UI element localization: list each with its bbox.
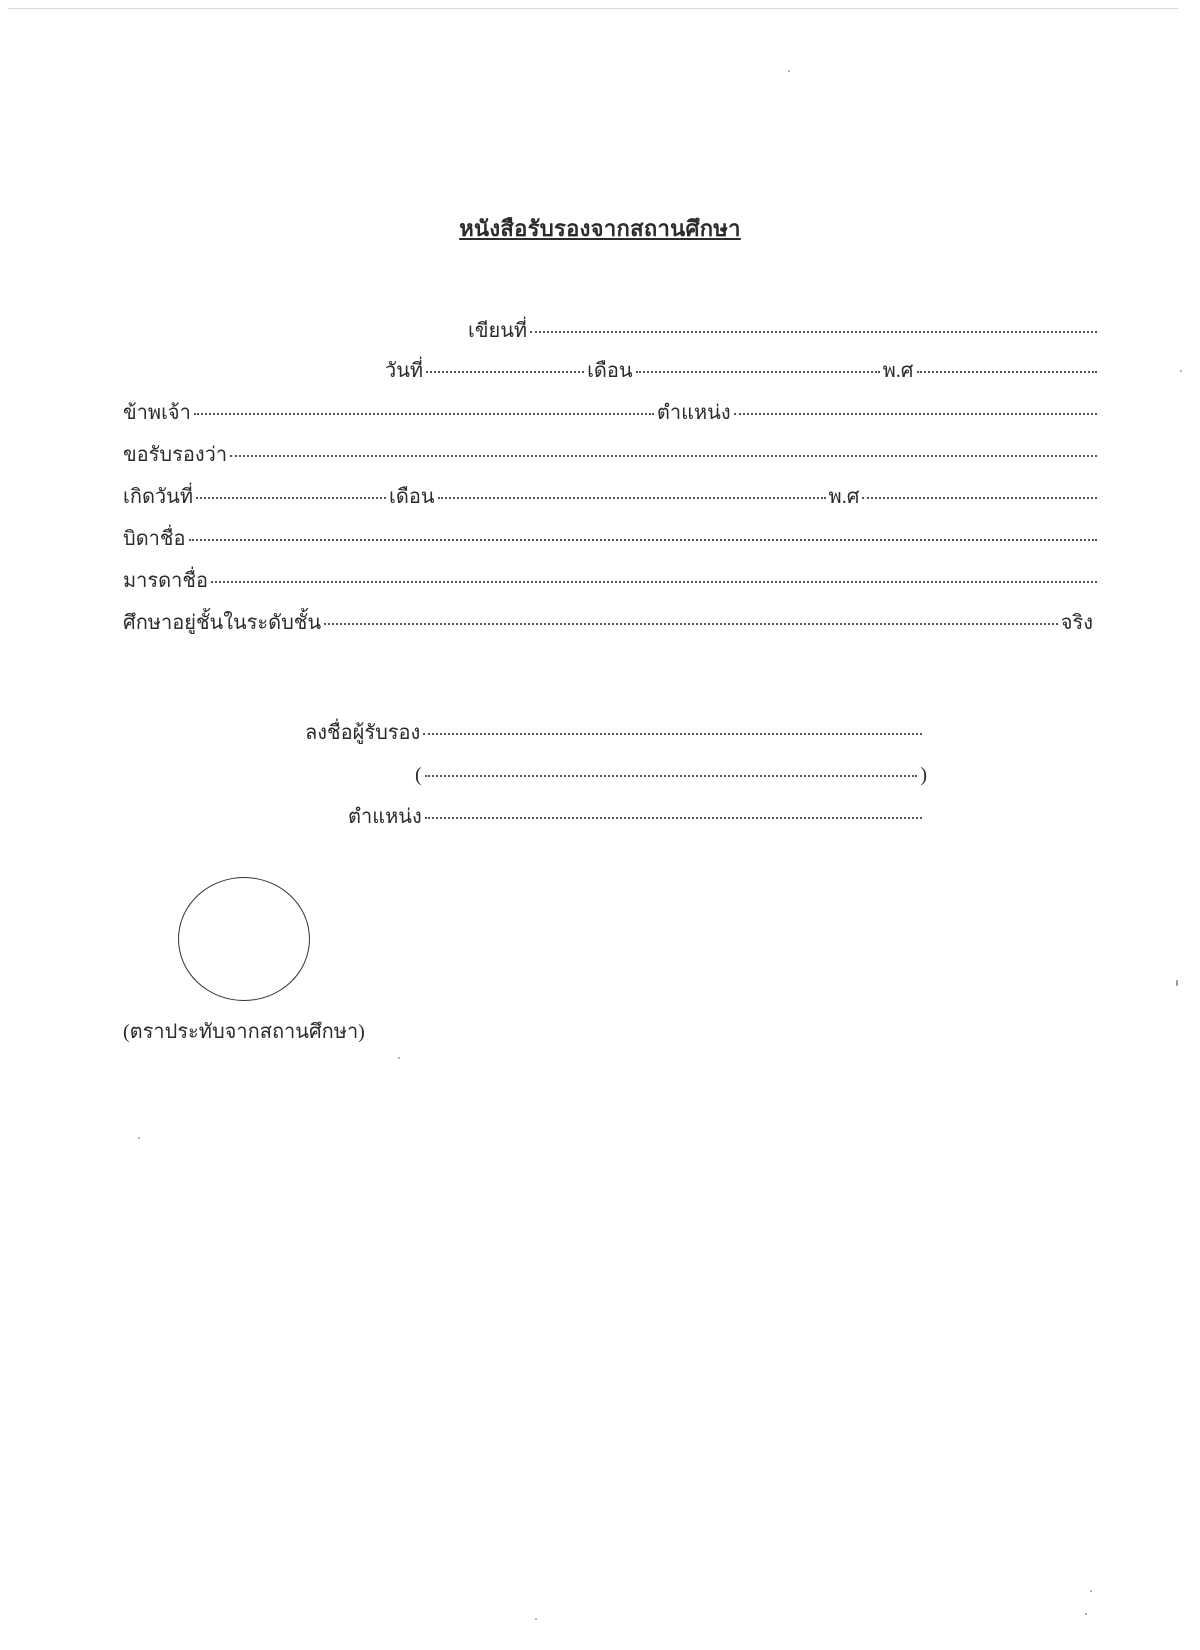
signer-label: ลงชื่อผู้รับรอง	[305, 722, 421, 744]
birth-month-field[interactable]	[438, 497, 826, 499]
document-title: หนังสือรับรองจากสถานศึกษา	[459, 216, 741, 241]
scan-speck	[1176, 980, 1178, 986]
written-at-field[interactable]	[530, 331, 1097, 333]
month-field[interactable]	[636, 371, 880, 373]
study-end-text: จริง	[1060, 612, 1093, 634]
father-row	[123, 526, 1100, 552]
signer-row	[305, 720, 925, 746]
signer-position-row	[348, 804, 925, 830]
signer-position-label: ตำแหน่ง	[348, 806, 422, 828]
date-field[interactable]	[426, 371, 584, 373]
birth-date-field[interactable]	[196, 497, 386, 499]
certify-row	[123, 442, 1100, 468]
written-at-row	[468, 318, 1100, 344]
signer-position-field[interactable]	[425, 817, 922, 819]
certify-field[interactable]	[230, 455, 1097, 457]
scan-speck	[1085, 1613, 1087, 1615]
father-label: บิดาชื่อ	[123, 528, 186, 550]
mother-row	[123, 568, 1100, 594]
applicant-field[interactable]	[194, 413, 654, 415]
year-field[interactable]	[917, 371, 1098, 373]
written-at-label: เขียนที่	[468, 320, 528, 342]
birth-date-label: เกิดวันที่	[123, 486, 194, 508]
applicant-label: ข้าพเจ้า	[123, 402, 191, 424]
mother-field[interactable]	[211, 581, 1097, 583]
scan-edge	[8, 8, 1178, 9]
scan-speck	[1090, 1590, 1092, 1592]
position-label: ตำแหน่ง	[656, 402, 731, 424]
scan-speck	[535, 1618, 537, 1620]
study-row	[123, 610, 1093, 636]
study-level-field[interactable]	[324, 623, 1058, 625]
birth-year-field[interactable]	[862, 497, 1097, 499]
scan-speck	[138, 1137, 140, 1139]
signer-signature-field[interactable]	[423, 733, 922, 735]
birth-month-label: เดือน	[389, 486, 435, 508]
seal-circle	[178, 877, 310, 1001]
birth-year-label: พ.ศ	[828, 486, 860, 508]
study-label: ศึกษาอยู่ชั้นในระดับชั้น	[123, 612, 322, 634]
applicant-row	[123, 400, 1100, 426]
seal-caption: (ตราประทับจากสถานศึกษา)	[123, 1021, 365, 1043]
year-label: พ.ศ	[882, 360, 914, 382]
signer-name-row	[415, 762, 927, 788]
scan-speck	[1180, 370, 1182, 372]
paren-open: (	[415, 764, 422, 786]
scan-speck	[398, 1057, 400, 1059]
paren-close: )	[920, 764, 927, 786]
month-label: เดือน	[587, 360, 633, 382]
date-label: วันที่	[385, 360, 424, 382]
scan-speck	[788, 70, 790, 72]
signer-name-field[interactable]	[425, 775, 918, 777]
birth-row	[123, 484, 1100, 510]
certify-label: ขอรับรองว่า	[123, 444, 228, 466]
father-field[interactable]	[189, 539, 1098, 541]
position-field[interactable]	[734, 413, 1097, 415]
mother-label: มารดาชื่อ	[123, 570, 208, 592]
date-row	[385, 358, 1100, 384]
